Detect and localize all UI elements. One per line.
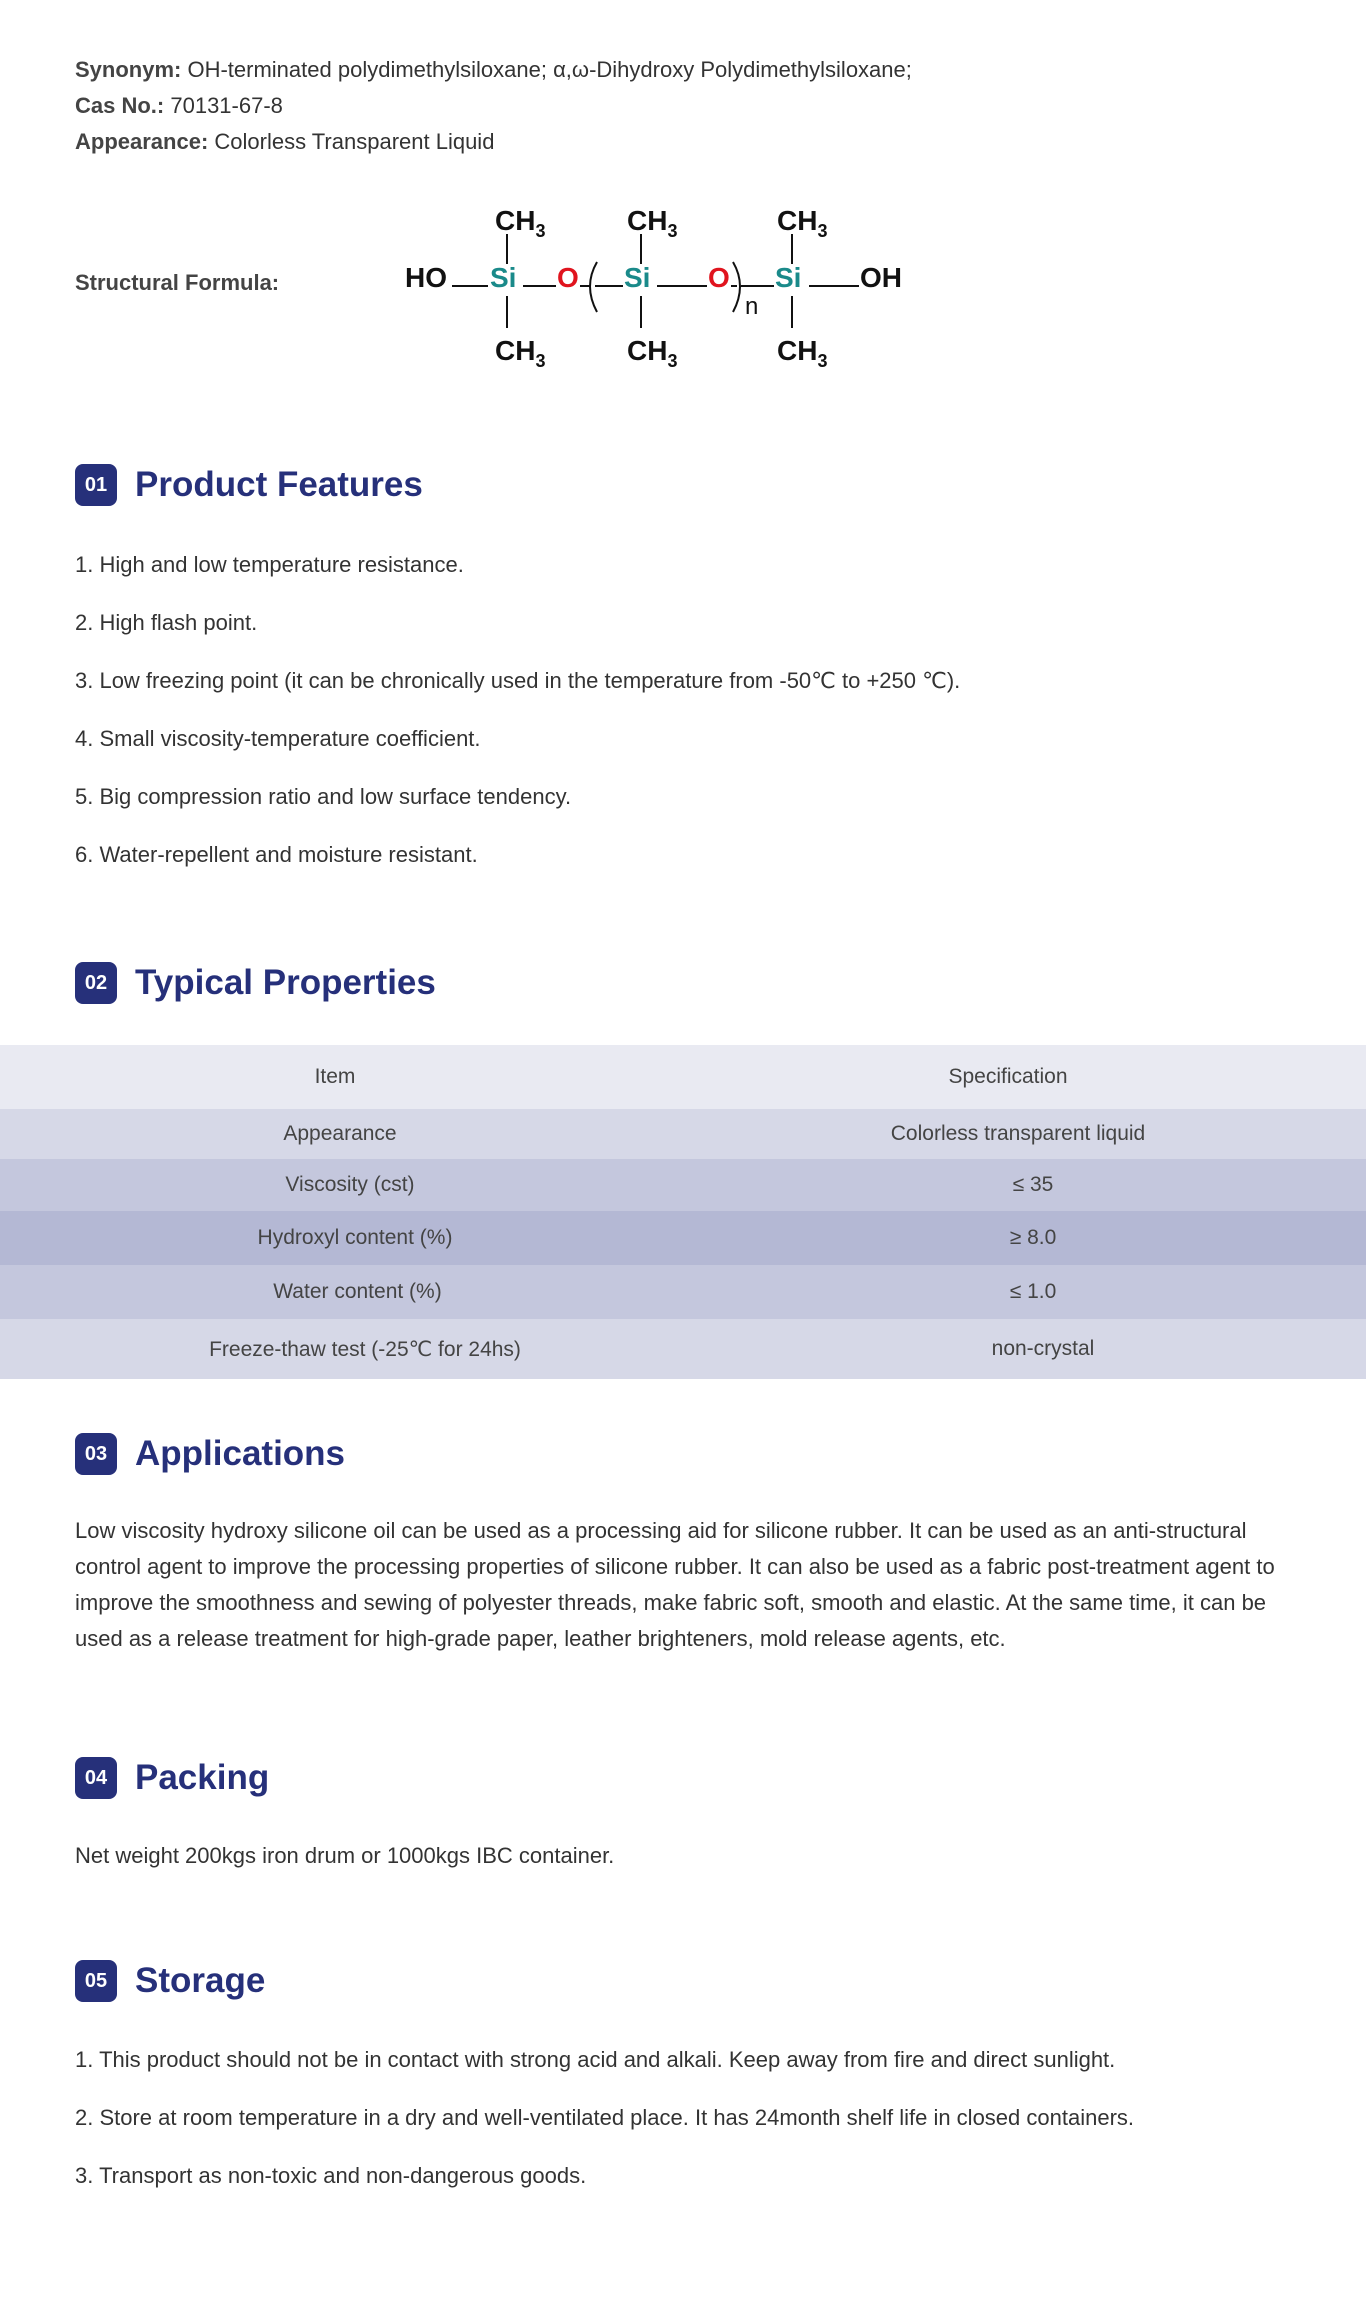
section-title: Typical Properties bbox=[135, 963, 436, 1002]
section-badge: 03 bbox=[75, 1433, 117, 1475]
section-properties-heading bbox=[75, 962, 436, 1004]
list-item: 2. Store at room temperature in a dry and well-ventilated place. It has 24month shelf life in closed containers. bbox=[75, 2105, 1135, 2130]
svg-text:CH3 bbox=[627, 335, 677, 371]
section-badge: 01 bbox=[75, 464, 117, 506]
formula-ch-top-1: CH bbox=[495, 205, 536, 236]
table-cell-item: Freeze-thaw test (-25℃ for 24hs) bbox=[209, 1337, 521, 1361]
formula-ch-bot-1: CH bbox=[495, 335, 536, 366]
properties-table bbox=[0, 1045, 1366, 1379]
synonym-line bbox=[75, 52, 1306, 88]
svg-text:CH3 bbox=[495, 205, 545, 241]
formula-sub-top-1: 3 bbox=[535, 221, 546, 241]
formula-ch-bot-2: CH bbox=[627, 335, 668, 366]
appearance-line bbox=[75, 124, 1306, 160]
cas-label: Cas No.: bbox=[75, 93, 165, 118]
applications-text: Low viscosity hydroxy silicone oil can be used as a processing aid for silicone rubber. It can be used as an anti-structural control agent to improve the processing properties of silicone rubber. It can also be used as a fabric post-treatment agent to improve the smoothness and sewing of polyester threads, make fabric soft, smooth and elastic. At the same time, it can be used as a release treatment for high-grade paper, leather brighteners, mold release agents, etc. bbox=[75, 1518, 1275, 1651]
table-cell-item: Viscosity (cst) bbox=[285, 1173, 415, 1196]
svg-text:CH3 bbox=[777, 335, 827, 371]
table-row bbox=[0, 1265, 1366, 1319]
table-header-row bbox=[0, 1045, 1366, 1109]
formula-oh: OH bbox=[860, 262, 902, 293]
formula-ch-top-2: CH bbox=[627, 205, 668, 236]
formula-si-2: Si bbox=[624, 262, 651, 293]
section-packing-heading bbox=[75, 1757, 269, 1799]
table-header-item: Item bbox=[314, 1065, 356, 1088]
table-cell-item: Appearance bbox=[283, 1122, 397, 1145]
list-item: 3. Transport as non-toxic and non-dangerous goods. bbox=[75, 2163, 587, 2188]
svg-text:CH3 bbox=[495, 335, 545, 371]
appearance-value: Colorless Transparent Liquid bbox=[208, 129, 495, 154]
list-item: 4. Small viscosity-temperature coefficient. bbox=[75, 726, 481, 751]
section-title: Storage bbox=[135, 1961, 266, 2000]
section-features-heading bbox=[75, 464, 423, 506]
formula-o-1: O bbox=[557, 262, 579, 293]
cas-line bbox=[75, 88, 1306, 124]
storage-list bbox=[75, 2031, 1306, 2205]
section-badge: 04 bbox=[75, 1757, 117, 1799]
cas-value: 70131-67-8 bbox=[164, 93, 283, 118]
section-applications-heading bbox=[75, 1433, 345, 1475]
section-title: Applications bbox=[135, 1434, 346, 1473]
formula-sub-top-3: 3 bbox=[817, 221, 828, 241]
formula-sub-bot-2: 3 bbox=[667, 351, 678, 371]
list-item: 3. Low freezing point (it can be chronically used in the temperature from -50℃ to +250 ℃). bbox=[75, 668, 961, 693]
svg-text:CH3 bbox=[777, 205, 827, 241]
formula-sub-bot-1: 3 bbox=[535, 351, 546, 371]
formula-ch-bot-3: CH bbox=[777, 335, 818, 366]
appearance-label: Appearance: bbox=[75, 129, 209, 154]
structural-formula bbox=[75, 190, 902, 390]
list-item: 1. High and low temperature resistance. bbox=[75, 552, 464, 577]
synonym-value: OH-terminated polydimethylsiloxane; α,ω-Dihydroxy Polydimethylsiloxane; bbox=[181, 57, 912, 82]
table-cell-item: Water content (%) bbox=[273, 1280, 442, 1303]
table-cell-spec: ≤ 35 bbox=[1012, 1173, 1054, 1196]
product-info bbox=[75, 52, 1306, 160]
formula-ch-top-3: CH bbox=[777, 205, 818, 236]
table-row bbox=[0, 1109, 1366, 1159]
structural-formula-diagram bbox=[325, 190, 925, 390]
section-storage-heading bbox=[75, 1960, 265, 2002]
structural-formula-label: Structural Formula: bbox=[75, 270, 280, 295]
section-badge: 05 bbox=[75, 1960, 117, 2002]
formula-ho: HO bbox=[405, 262, 447, 293]
table-cell-spec: ≥ 8.0 bbox=[1009, 1226, 1057, 1249]
formula-n: n bbox=[745, 293, 759, 320]
list-item: 2. High flash point. bbox=[75, 610, 258, 635]
formula-si-1: Si bbox=[490, 262, 517, 293]
section-title: Packing bbox=[135, 1758, 270, 1797]
table-cell-item: Hydroxyl content (%) bbox=[257, 1226, 453, 1249]
formula-sub-top-2: 3 bbox=[667, 221, 678, 241]
features-list bbox=[75, 536, 1306, 884]
table-cell-spec: ≤ 1.0 bbox=[1009, 1280, 1057, 1303]
section-title: Product Features bbox=[135, 465, 423, 504]
synonym-label: Synonym: bbox=[75, 57, 182, 82]
table-cell-spec: Colorless transparent liquid bbox=[890, 1122, 1146, 1145]
list-item: 6. Water-repellent and moisture resistant. bbox=[75, 842, 478, 867]
section-badge: 02 bbox=[75, 962, 117, 1004]
table-row bbox=[0, 1211, 1366, 1265]
formula-sub-bot-3: 3 bbox=[817, 351, 828, 371]
svg-text:CH3 bbox=[627, 205, 677, 241]
list-item: 1. This product should not be in contact with strong acid and alkali. Keep away from fire and direct sunlight. bbox=[75, 2047, 1116, 2072]
table-header-spec: Specification bbox=[948, 1065, 1068, 1088]
table-cell-spec: non-crystal bbox=[991, 1337, 1095, 1360]
formula-si-3: Si bbox=[775, 262, 802, 293]
table-row bbox=[0, 1319, 1366, 1379]
list-item: 5. Big compression ratio and low surface tendency. bbox=[75, 784, 572, 809]
formula-o-2: O bbox=[708, 262, 730, 293]
packing-text: Net weight 200kgs iron drum or 1000kgs IBC container. bbox=[75, 1843, 615, 1868]
table-row bbox=[0, 1159, 1366, 1211]
